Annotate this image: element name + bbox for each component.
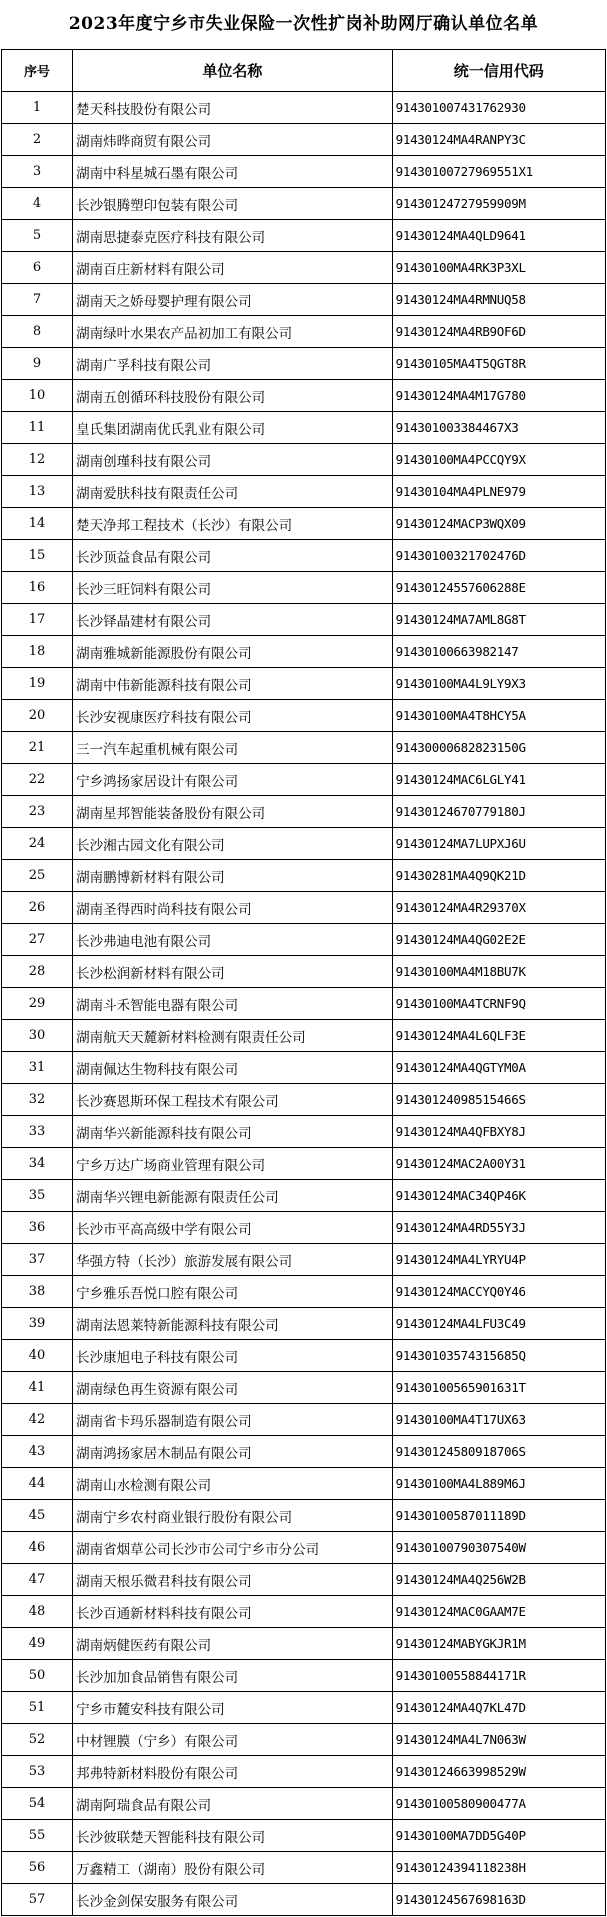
table-row <box>2 1436 606 1468</box>
row-company-name: 三一汽车起重机械有限公司 <box>73 732 393 764</box>
row-company-name: 湖南炳健医药有限公司 <box>73 1628 393 1660</box>
table-row <box>2 1404 606 1436</box>
row-company-name: 长沙赛恩斯环保工程技术有限公司 <box>73 1084 393 1116</box>
row-serial-number: 3 <box>2 156 73 188</box>
row-credit-code: 91430124MA7AML8G8T <box>392 604 605 636</box>
table-row <box>2 1564 606 1596</box>
row-serial-number: 8 <box>2 316 73 348</box>
row-company-name: 万鑫精工（湖南）股份有限公司 <box>73 1852 393 1884</box>
row-credit-code: 91430124098515466S <box>392 1084 605 1116</box>
row-company-name: 邦弗特新材料股份有限公司 <box>73 1756 393 1788</box>
row-credit-code: 91430124MA4RB9OF6D <box>392 316 605 348</box>
row-credit-code: 91430124MA4RMNUQ58 <box>392 284 605 316</box>
company-table <box>1 49 606 1916</box>
row-company-name: 长沙弗迪电池有限公司 <box>73 924 393 956</box>
row-credit-code: 91430124MA4RANPY3C <box>392 124 605 156</box>
table-row <box>2 1052 606 1084</box>
row-credit-code: 91430104MA4PLNE979 <box>392 476 605 508</box>
row-serial-number: 37 <box>2 1244 73 1276</box>
table-row <box>2 412 606 444</box>
table-row <box>2 284 606 316</box>
row-credit-code: 91430100790307540W <box>392 1532 605 1564</box>
table-row <box>2 700 606 732</box>
row-serial-number: 28 <box>2 956 73 988</box>
row-serial-number: 39 <box>2 1308 73 1340</box>
row-credit-code: 91430124MA4QLD9641 <box>392 220 605 252</box>
table-row <box>2 796 606 828</box>
row-credit-code: 91430124MA4QGTYM0A <box>392 1052 605 1084</box>
row-credit-code: 91430103574315685Q <box>392 1340 605 1372</box>
table-row <box>2 1628 606 1660</box>
table-row <box>2 1852 606 1884</box>
row-credit-code: 91430124MA4RD55Y3J <box>392 1212 605 1244</box>
row-credit-code: 91430124MAC34QP46K <box>392 1180 605 1212</box>
row-credit-code: 91430124663998529W <box>392 1756 605 1788</box>
row-serial-number: 30 <box>2 1020 73 1052</box>
row-company-name: 湖南中伟新能源科技有限公司 <box>73 668 393 700</box>
table-row <box>2 1148 606 1180</box>
row-credit-code: 91430124MA4R29370X <box>392 892 605 924</box>
row-serial-number: 18 <box>2 636 73 668</box>
row-serial-number: 49 <box>2 1628 73 1660</box>
row-serial-number: 27 <box>2 924 73 956</box>
row-credit-code: 914301007431762930 <box>392 92 605 124</box>
table-row <box>2 1212 606 1244</box>
row-company-name: 长沙湘古园文化有限公司 <box>73 828 393 860</box>
row-serial-number: 29 <box>2 988 73 1020</box>
row-serial-number: 52 <box>2 1724 73 1756</box>
row-company-name: 楚天科技股份有限公司 <box>73 92 393 124</box>
row-serial-number: 56 <box>2 1852 73 1884</box>
table-row <box>2 572 606 604</box>
row-company-name: 湖南五创循环科技股份有限公司 <box>73 380 393 412</box>
table-row <box>2 124 606 156</box>
row-company-name: 长沙铎晶建材有限公司 <box>73 604 393 636</box>
row-company-name: 湖南宁乡农村商业银行股份有限公司 <box>73 1500 393 1532</box>
table-row <box>2 1500 606 1532</box>
row-serial-number: 32 <box>2 1084 73 1116</box>
row-company-name: 长沙彼联楚天智能科技有限公司 <box>73 1820 393 1852</box>
row-serial-number: 12 <box>2 444 73 476</box>
row-serial-number: 17 <box>2 604 73 636</box>
row-company-name: 宁乡市麓安科技有限公司 <box>73 1692 393 1724</box>
table-row <box>2 860 606 892</box>
row-serial-number: 41 <box>2 1372 73 1404</box>
row-company-name: 湖南广孚科技有限公司 <box>73 348 393 380</box>
row-serial-number: 1 <box>2 92 73 124</box>
table-row <box>2 1692 606 1724</box>
row-credit-code: 91430124557606288E <box>392 572 605 604</box>
header-serial-number: 序号 <box>2 50 73 92</box>
table-row <box>2 220 606 252</box>
row-serial-number: 48 <box>2 1596 73 1628</box>
row-company-name: 湖南圣得西时尚科技有限公司 <box>73 892 393 924</box>
row-credit-code: 91430100MA4T8HCY5A <box>392 700 605 732</box>
row-company-name: 华强方特（长沙）旅游发展有限公司 <box>73 1244 393 1276</box>
row-serial-number: 45 <box>2 1500 73 1532</box>
table-row <box>2 1596 606 1628</box>
row-company-name: 湖南省烟草公司长沙市公司宁乡市分公司 <box>73 1532 393 1564</box>
table-row <box>2 1468 606 1500</box>
table-row <box>2 1340 606 1372</box>
row-company-name: 宁乡鸿扬家居设计有限公司 <box>73 764 393 796</box>
row-credit-code: 91430100MA4TCRNF9Q <box>392 988 605 1020</box>
row-serial-number: 34 <box>2 1148 73 1180</box>
table-row <box>2 1020 606 1052</box>
row-credit-code: 91430124MACCYQ0Y46 <box>392 1276 605 1308</box>
row-credit-code: 91430100558844171R <box>392 1660 605 1692</box>
row-serial-number: 16 <box>2 572 73 604</box>
row-company-name: 宁乡雅乐吾悦口腔有限公司 <box>73 1276 393 1308</box>
row-company-name: 长沙金剑保安服务有限公司 <box>73 1884 393 1916</box>
row-credit-code: 91430124MAC2A00Y31 <box>392 1148 605 1180</box>
row-credit-code: 91430100565901631T <box>392 1372 605 1404</box>
row-company-name: 湖南阿瑞食品有限公司 <box>73 1788 393 1820</box>
table-row <box>2 1116 606 1148</box>
table-row <box>2 348 606 380</box>
row-credit-code: 91430124727959909M <box>392 188 605 220</box>
row-credit-code: 91430100580900477A <box>392 1788 605 1820</box>
row-credit-code: 91430100587011189D <box>392 1500 605 1532</box>
table-row <box>2 1756 606 1788</box>
table-row <box>2 1788 606 1820</box>
row-company-name: 宁乡万达广场商业管理有限公司 <box>73 1148 393 1180</box>
row-credit-code: 91430124394118238H <box>392 1852 605 1884</box>
row-credit-code: 91430105MA4T5QGT8R <box>392 348 605 380</box>
row-serial-number: 20 <box>2 700 73 732</box>
row-company-name: 长沙康旭电子科技有限公司 <box>73 1340 393 1372</box>
row-company-name: 湖南创瑾科技有限公司 <box>73 444 393 476</box>
row-serial-number: 51 <box>2 1692 73 1724</box>
row-serial-number: 15 <box>2 540 73 572</box>
row-company-name: 长沙安视康医疗科技有限公司 <box>73 700 393 732</box>
table-row <box>2 1532 606 1564</box>
row-company-name: 湖南中科星城石墨有限公司 <box>73 156 393 188</box>
table-row <box>2 668 606 700</box>
row-credit-code: 91430124MA4M17G780 <box>392 380 605 412</box>
row-company-name: 湖南绿色再生资源有限公司 <box>73 1372 393 1404</box>
row-serial-number: 26 <box>2 892 73 924</box>
row-credit-code: 91430100727969551X1 <box>392 156 605 188</box>
row-serial-number: 44 <box>2 1468 73 1500</box>
row-credit-code: 91430100MA4RK3P3XL <box>392 252 605 284</box>
table-row <box>2 924 606 956</box>
row-credit-code: 91430100MA4M18BU7K <box>392 956 605 988</box>
row-company-name: 长沙三旺饲料有限公司 <box>73 572 393 604</box>
row-company-name: 楚天净邦工程技术（长沙）有限公司 <box>73 508 393 540</box>
table-row <box>2 1372 606 1404</box>
row-serial-number: 19 <box>2 668 73 700</box>
table-row <box>2 1308 606 1340</box>
row-serial-number: 38 <box>2 1276 73 1308</box>
row-credit-code: 91430100MA4L9LY9X3 <box>392 668 605 700</box>
row-company-name: 湖南斗禾智能电器有限公司 <box>73 988 393 1020</box>
row-company-name: 湖南华兴锂电新能源有限责任公司 <box>73 1180 393 1212</box>
row-company-name: 湖南绿叶水果农产品初加工有限公司 <box>73 316 393 348</box>
row-serial-number: 13 <box>2 476 73 508</box>
row-serial-number: 36 <box>2 1212 73 1244</box>
table-row <box>2 92 606 124</box>
table-row <box>2 892 606 924</box>
row-credit-code: 91430124MA4QFBXY8J <box>392 1116 605 1148</box>
row-serial-number: 54 <box>2 1788 73 1820</box>
header-credit-code: 统一信用代码 <box>392 50 605 92</box>
row-company-name: 湖南天根乐微君科技有限公司 <box>73 1564 393 1596</box>
table-row <box>2 604 606 636</box>
table-row <box>2 508 606 540</box>
row-company-name: 长沙百通新材料科技有限公司 <box>73 1596 393 1628</box>
row-company-name: 中材锂膜（宁乡）有限公司 <box>73 1724 393 1756</box>
row-serial-number: 53 <box>2 1756 73 1788</box>
row-credit-code: 91430124670779180J <box>392 796 605 828</box>
row-credit-code: 91430124MA4LFU3C49 <box>392 1308 605 1340</box>
row-company-name: 湖南佩达生物科技有限公司 <box>73 1052 393 1084</box>
row-serial-number: 4 <box>2 188 73 220</box>
row-serial-number: 46 <box>2 1532 73 1564</box>
row-company-name: 湖南思捷泰克医疗科技有限公司 <box>73 220 393 252</box>
row-company-name: 湖南炜晔商贸有限公司 <box>73 124 393 156</box>
table-row <box>2 444 606 476</box>
row-company-name: 湖南省卡玛乐器制造有限公司 <box>73 1404 393 1436</box>
row-credit-code: 91430100MA4L889M6J <box>392 1468 605 1500</box>
table-row <box>2 988 606 1020</box>
document-title: 2023年度宁乡市失业保险一次性扩岗补助网厅确认单位名单 <box>68 14 539 34</box>
row-credit-code: 91430124MA4L7N063W <box>392 1724 605 1756</box>
row-company-name: 长沙松润新材料有限公司 <box>73 956 393 988</box>
row-serial-number: 5 <box>2 220 73 252</box>
row-credit-code: 91430124580918706S <box>392 1436 605 1468</box>
row-serial-number: 47 <box>2 1564 73 1596</box>
table-row <box>2 540 606 572</box>
row-company-name: 湖南鹏博新材料有限公司 <box>73 860 393 892</box>
row-company-name: 湖南爱肤科技有限责任公司 <box>73 476 393 508</box>
table-row <box>2 732 606 764</box>
row-company-name: 湖南鸿扬家居木制品有限公司 <box>73 1436 393 1468</box>
row-serial-number: 43 <box>2 1436 73 1468</box>
row-credit-code: 91430124MABYGKJR1M <box>392 1628 605 1660</box>
row-company-name: 湖南航天天麓新材料检测有限责任公司 <box>73 1020 393 1052</box>
row-serial-number: 50 <box>2 1660 73 1692</box>
row-company-name: 皇氏集团湖南优氏乳业有限公司 <box>73 412 393 444</box>
table-header-row <box>2 50 606 92</box>
row-serial-number: 31 <box>2 1052 73 1084</box>
row-credit-code: 91430000682823150G <box>392 732 605 764</box>
row-credit-code: 91430281MA4Q9QK21D <box>392 860 605 892</box>
table-row <box>2 1724 606 1756</box>
table-row <box>2 956 606 988</box>
header-company-name: 单位名称 <box>73 50 393 92</box>
table-row <box>2 1660 606 1692</box>
table-row <box>2 476 606 508</box>
row-credit-code: 91430100MA4PCCQY9X <box>392 444 605 476</box>
row-credit-code: 91430124MAC0GAAM7E <box>392 1596 605 1628</box>
row-credit-code: 91430124MAC6LGLY41 <box>392 764 605 796</box>
row-serial-number: 33 <box>2 1116 73 1148</box>
row-serial-number: 10 <box>2 380 73 412</box>
row-serial-number: 7 <box>2 284 73 316</box>
row-company-name: 湖南百庄新材料有限公司 <box>73 252 393 284</box>
row-company-name: 湖南山水检测有限公司 <box>73 1468 393 1500</box>
row-credit-code: 91430124MA4Q256W2B <box>392 1564 605 1596</box>
table-row <box>2 316 606 348</box>
row-serial-number: 25 <box>2 860 73 892</box>
row-credit-code: 91430100MA4T17UX63 <box>392 1404 605 1436</box>
row-credit-code: 91430100MA7DD5G40P <box>392 1820 605 1852</box>
row-credit-code: 91430124MA4Q7KL47D <box>392 1692 605 1724</box>
table-body <box>2 92 606 1916</box>
row-company-name: 湖南华兴新能源科技有限公司 <box>73 1116 393 1148</box>
table-row <box>2 188 606 220</box>
table-row <box>2 1084 606 1116</box>
table-row <box>2 252 606 284</box>
table-row <box>2 1884 606 1916</box>
row-serial-number: 9 <box>2 348 73 380</box>
row-company-name: 湖南天之娇母婴护理有限公司 <box>73 284 393 316</box>
row-company-name: 长沙市平高高级中学有限公司 <box>73 1212 393 1244</box>
row-serial-number: 42 <box>2 1404 73 1436</box>
row-company-name: 长沙加加食品销售有限公司 <box>73 1660 393 1692</box>
row-serial-number: 35 <box>2 1180 73 1212</box>
table-row <box>2 636 606 668</box>
table-row <box>2 156 606 188</box>
row-serial-number: 22 <box>2 764 73 796</box>
row-serial-number: 2 <box>2 124 73 156</box>
row-serial-number: 14 <box>2 508 73 540</box>
table-row <box>2 828 606 860</box>
row-serial-number: 24 <box>2 828 73 860</box>
table-row <box>2 380 606 412</box>
row-serial-number: 11 <box>2 412 73 444</box>
table-row <box>2 1820 606 1852</box>
row-credit-code: 914301003384467X3 <box>392 412 605 444</box>
row-company-name: 湖南星邦智能装备股份有限公司 <box>73 796 393 828</box>
row-serial-number: 21 <box>2 732 73 764</box>
row-credit-code: 91430124MACP3WQX09 <box>392 508 605 540</box>
row-credit-code: 91430124567698163D <box>392 1884 605 1916</box>
table-row <box>2 1276 606 1308</box>
row-credit-code: 91430124MA7LUPXJ6U <box>392 828 605 860</box>
table-row <box>2 1244 606 1276</box>
row-credit-code: 91430124MA4L6QLF3E <box>392 1020 605 1052</box>
row-serial-number: 40 <box>2 1340 73 1372</box>
row-company-name: 长沙顶益食品有限公司 <box>73 540 393 572</box>
row-credit-code: 91430124MA4LYRYU4P <box>392 1244 605 1276</box>
row-company-name: 湖南法恩莱特新能源科技有限公司 <box>73 1308 393 1340</box>
row-credit-code: 91430100663982147 <box>392 636 605 668</box>
row-serial-number: 23 <box>2 796 73 828</box>
row-company-name: 长沙银腾塑印包装有限公司 <box>73 188 393 220</box>
table-row <box>2 1180 606 1212</box>
row-company-name: 湖南雅城新能源股份有限公司 <box>73 636 393 668</box>
row-credit-code: 91430100321702476D <box>392 540 605 572</box>
table-row <box>2 764 606 796</box>
row-serial-number: 6 <box>2 252 73 284</box>
row-serial-number: 55 <box>2 1820 73 1852</box>
row-credit-code: 91430124MA4QG02E2E <box>392 924 605 956</box>
row-serial-number: 57 <box>2 1884 73 1916</box>
